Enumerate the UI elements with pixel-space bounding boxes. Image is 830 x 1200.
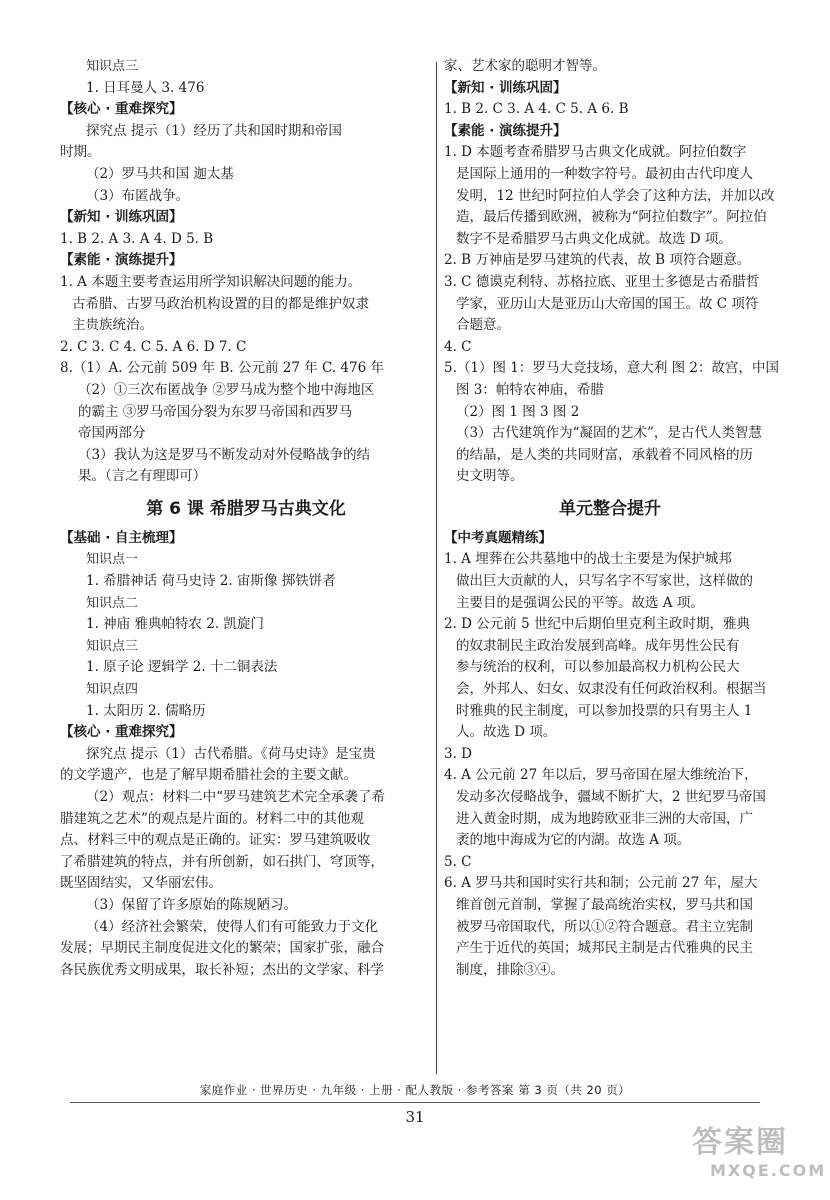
text-line: 被罗马帝国取代，所以①②符合题意。君主立宪制 <box>456 918 753 935</box>
text-line: （2）观点：材料二中“罗马建筑艺术完全承袭了希 <box>86 789 385 805</box>
left-column <box>60 56 432 981</box>
text-line: 1. 太阳历 2. 儒略历 <box>86 702 206 719</box>
footer-caption: 家庭作业 · 世界历史 · 九年级 · 上册 · 配人教版 · 参考答案 第 3 页（共 20 页） <box>199 1083 631 1097</box>
text-line: （3）布匿战争。 <box>86 187 190 204</box>
text-line: 的霸主 ③罗马帝国分裂为东罗马帝国和西罗马 <box>78 403 353 420</box>
text-line: 的结晶，是人类的共同财富，承载着不同风格的历 <box>456 446 753 463</box>
page-number: 31 <box>405 1108 425 1126</box>
text-line: 3. C 德谟克利特、苏格拉底、亚里士多德是古希腊哲 <box>444 273 760 290</box>
right-column <box>444 56 780 981</box>
text-line: 1. D 本题考查希腊罗马古典文化成就。阿拉伯数字 <box>444 144 747 161</box>
text-line: 4. C <box>444 338 472 355</box>
text-line: 发展；早期民主制度促进文化的繁荣；国家扩张，融合 <box>60 940 384 957</box>
text-line: 会，外邦人、妇女、奴隶没有任何政治权利。根据当 <box>456 681 767 698</box>
text-line: 探究点 提示（1）古代希腊。《荷马史诗》是宝贵 <box>86 745 376 762</box>
text-line: 数字不是希腊罗马古典文化成就。故选 D 项。 <box>456 230 732 247</box>
text-line: 5.（1）图 1：罗马大竞技场，意大利 图 2：故宫，中国 <box>444 360 780 377</box>
text-line: 学家，亚历山大是亚历山大帝国的国王。故 C 项符 <box>456 295 759 312</box>
text-line: 史文明等。 <box>456 468 524 485</box>
text-line: 制度，排除③④。 <box>456 961 564 978</box>
text-line: （3）保留了许多原始的陈规陋习。 <box>86 896 298 913</box>
text-line: 袤的地中海成为它的内湖。故选 A 项。 <box>456 832 691 849</box>
text-line: 果。（言之有理即可） <box>78 468 207 485</box>
text-line: 发明，12 世纪时阿拉伯人学会了这种方法，并加以改 <box>456 187 775 204</box>
column-divider <box>436 62 437 1074</box>
watermark-url: MXQE.COM <box>710 1161 827 1180</box>
text-line: 的奴隶制民主政治发展到高峰。成年男性公民有 <box>456 637 740 654</box>
text-line: 了希腊建筑的特点，并有所创新，如石拱门、穹顶等， <box>60 853 384 870</box>
text-line: 腊建筑之艺术”的观点是片面的。材料二中的其他观 <box>60 810 364 827</box>
text-line: 1. 希腊神话 荷马史诗 2. 宙斯像 掷铁饼者 <box>86 573 336 590</box>
text-line: （2）罗马共和国 迦太基 <box>86 165 234 182</box>
text-line: 维首创元首制，掌握了最高统治实权，罗马共和国 <box>456 896 753 913</box>
text-line: 2. B 万神庙是罗马建筑的代表，故 B 项符合题意。 <box>444 252 751 269</box>
text-line: 2. C 3. C 4. C 5. A 6. D 7. C <box>60 338 247 355</box>
text-line: 古希腊、古罗马政治机构设置的目的都是维护奴隶 <box>72 295 369 312</box>
text-line: 参与统治的权利，可以参加最高权力机构公民大 <box>456 659 740 676</box>
text-line: 的文学遗产，也是了解早期希腊社会的主要文献。 <box>60 767 357 784</box>
knowledge-point-label: 知识点三 <box>86 638 139 654</box>
text-line: 1. B 2. C 3. A 4. C 5. A 6. B <box>444 101 629 118</box>
text-line: 6. A 罗马共和国时实行共和制；公元前 27 年，屋大 <box>444 875 758 892</box>
text-line: 既坚固结实，又华丽宏伟。 <box>60 875 222 892</box>
text-line: 1. A 本题主要考查运用所学知识解决问题的能力。 <box>60 273 362 290</box>
text-line: 合题意。 <box>456 317 510 334</box>
text-line: 1. 日耳曼人 3. 476 <box>86 79 205 96</box>
text-line: 时期。 <box>60 144 101 161</box>
watermark-text: 答案圈 <box>692 1125 788 1160</box>
text-line: 各民族优秀文明成果，取长补短；杰出的文学家、科学 <box>60 961 384 978</box>
text-line: 探究点 提示（1）经历了共和国时期和帝国 <box>86 122 342 139</box>
text-line: （3）古代建筑作为“凝固的艺术”，是古代人类智慧 <box>456 425 762 442</box>
knowledge-point-label: 知识点三 <box>86 59 139 74</box>
text-line: 发动多次侵略战争，疆域不断扩大，2 世纪罗马帝国 <box>456 789 766 805</box>
section-header: 【素能 · 演练提升】 <box>444 122 567 139</box>
text-line: 1. 原子论 逻辑学 2. 十二铜表法 <box>86 659 278 676</box>
section-header: 【核心 · 重难探究】 <box>60 101 183 118</box>
knowledge-point-label: 知识点二 <box>86 595 139 611</box>
text-line: 做出巨大贡献的人，只写名字不写家世，这样做的 <box>456 573 753 590</box>
section-header: 【新知 · 训练巩固】 <box>60 209 183 226</box>
text-line: 时雅典的民主制度，可以参加投票的只有男主人 1 <box>456 702 753 719</box>
section-header: 【基础 · 自主梳理】 <box>60 529 183 546</box>
text-line: 图 3：帕特农神庙，希腊 <box>456 381 604 398</box>
lesson-title: 第 6 课 希腊罗马古典文化 <box>146 498 346 519</box>
text-line: 3. D <box>444 745 472 762</box>
text-line: 5. C <box>444 853 472 870</box>
section-header: 【核心 · 重难探究】 <box>60 724 183 741</box>
text-line: （4）经济社会繁荣，使得人们有可能致力于文化 <box>86 918 379 935</box>
text-line: 是国际上通用的一种数字符号。最初由古代印度人 <box>456 165 753 182</box>
text-line: 主要目的是强调公民的平等。故选 A 项。 <box>456 594 704 611</box>
text-line: 主贵族统治。 <box>72 317 153 334</box>
text-line: 2. D 公元前 5 世纪中后期伯里克利主政时期，雅典 <box>444 616 750 633</box>
knowledge-point-label: 知识点一 <box>86 552 139 568</box>
text-line: 产生于近代的英国；城邦民主制是古代雅典的民主 <box>456 940 753 957</box>
section-header: 【中考真题精练】 <box>444 529 552 546</box>
text-line: 进入黄金时期，成为地跨欧亚非三洲的大帝国，广 <box>456 810 753 827</box>
footer-rule <box>70 1102 760 1103</box>
text-line: （3）我认为这是罗马不断发动对外侵略战争的结 <box>78 446 371 463</box>
text-line: 家、艺术家的聪明才智等。 <box>444 58 606 74</box>
section-header: 【素能 · 演练提升】 <box>60 252 183 269</box>
text-line: 1. A 埋葬在公共墓地中的战士主要是为保护城邦 <box>444 551 732 568</box>
knowledge-point-label: 知识点四 <box>86 682 139 698</box>
text-line: 8.（1）A. 公元前 509 年 B. 公元前 27 年 C. 476 年 <box>60 360 384 377</box>
lesson-title: 单元整合提升 <box>559 498 661 519</box>
text-line: 1. 神庙 雅典帕特农 2. 凯旋门 <box>86 616 264 633</box>
text-line: （2）图 1 图 3 图 2 <box>456 403 580 420</box>
text-line: 人。故选 D 项。 <box>456 724 557 741</box>
section-header: 【新知 · 训练巩固】 <box>444 79 567 96</box>
text-line: 造，最后传播到欧洲，被称为“阿拉伯数字”。阿拉伯 <box>456 209 767 226</box>
text-line: 点、材料三中的观点是正确的。证实：罗马建筑吸收 <box>60 832 371 849</box>
watermark-logo <box>692 1125 827 1194</box>
text-line: （2）①三次布匿战争 ②罗马成为整个地中海地区 <box>78 381 375 398</box>
text-line: 帝国两部分 <box>78 425 146 442</box>
text-line: 1. B 2. A 3. A 4. D 5. B <box>60 230 214 247</box>
text-line: 4. A 公元前 27 年以后，罗马帝国在屋大维统治下， <box>444 767 758 784</box>
